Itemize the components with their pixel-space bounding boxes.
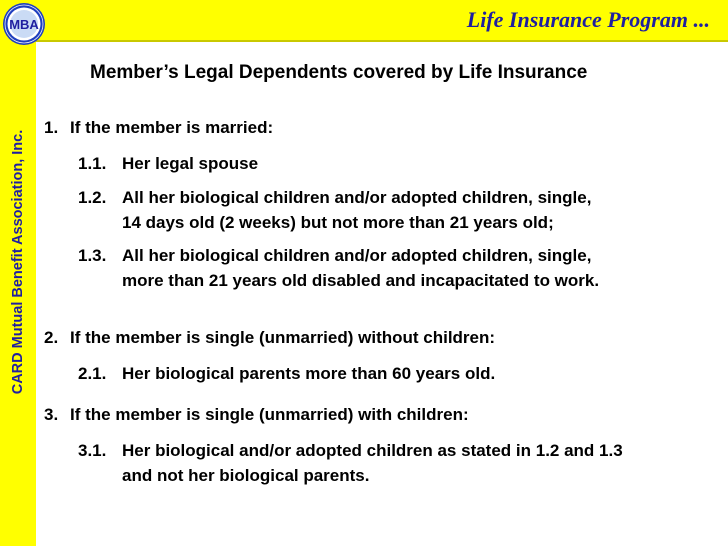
item-text: Her biological and/or adopted children as stated in 1.2 and 1.3 [122, 441, 623, 460]
mba-logo-icon [2, 2, 46, 46]
item-1-3 [78, 246, 591, 266]
item-text: Her biological parents more than 60 years old. [122, 364, 496, 383]
item-text: All her biological children and/or adopted children, single, [122, 246, 592, 265]
item-number: 3.1. [78, 441, 107, 460]
item-1-3-continuation: more than 21 years old disabled and incapacitated to work. [122, 271, 600, 290]
item-number: 1.3. [78, 246, 107, 265]
item-1-2 [78, 188, 591, 208]
section-text: If the member is married: [70, 118, 274, 137]
section-3-heading [44, 405, 469, 425]
section-text: If the member is single (unmarried) with children: [70, 405, 469, 424]
item-text: Her legal spouse [122, 154, 259, 173]
item-1-2-continuation: 14 days old (2 weeks) but not more than 21 years old; [122, 213, 554, 232]
item-1-1 [78, 154, 258, 174]
organization-name: CARD Mutual Benefit Association, Inc. [10, 129, 26, 395]
slide-heading: Member’s Legal Dependents covered by Life Insurance [90, 62, 588, 83]
item-text: All her biological children and/or adopted children, single, [122, 188, 592, 207]
section-number: 2. [44, 328, 59, 347]
logo-text: MBA [9, 17, 39, 32]
section-1-heading [44, 118, 273, 138]
section-text: If the member is single (unmarried) without children: [70, 328, 496, 347]
section-2-heading [44, 328, 495, 348]
item-3-1 [78, 441, 623, 461]
section-number: 3. [44, 405, 59, 424]
section-number: 1. [44, 118, 59, 137]
item-3-1-continuation: and not her biological parents. [122, 466, 370, 485]
header-title: Life Insurance Program ... [466, 7, 710, 32]
item-number: 1.1. [78, 154, 107, 173]
item-number: 1.2. [78, 188, 107, 207]
item-number: 2.1. [78, 364, 107, 383]
item-2-1 [78, 364, 495, 384]
